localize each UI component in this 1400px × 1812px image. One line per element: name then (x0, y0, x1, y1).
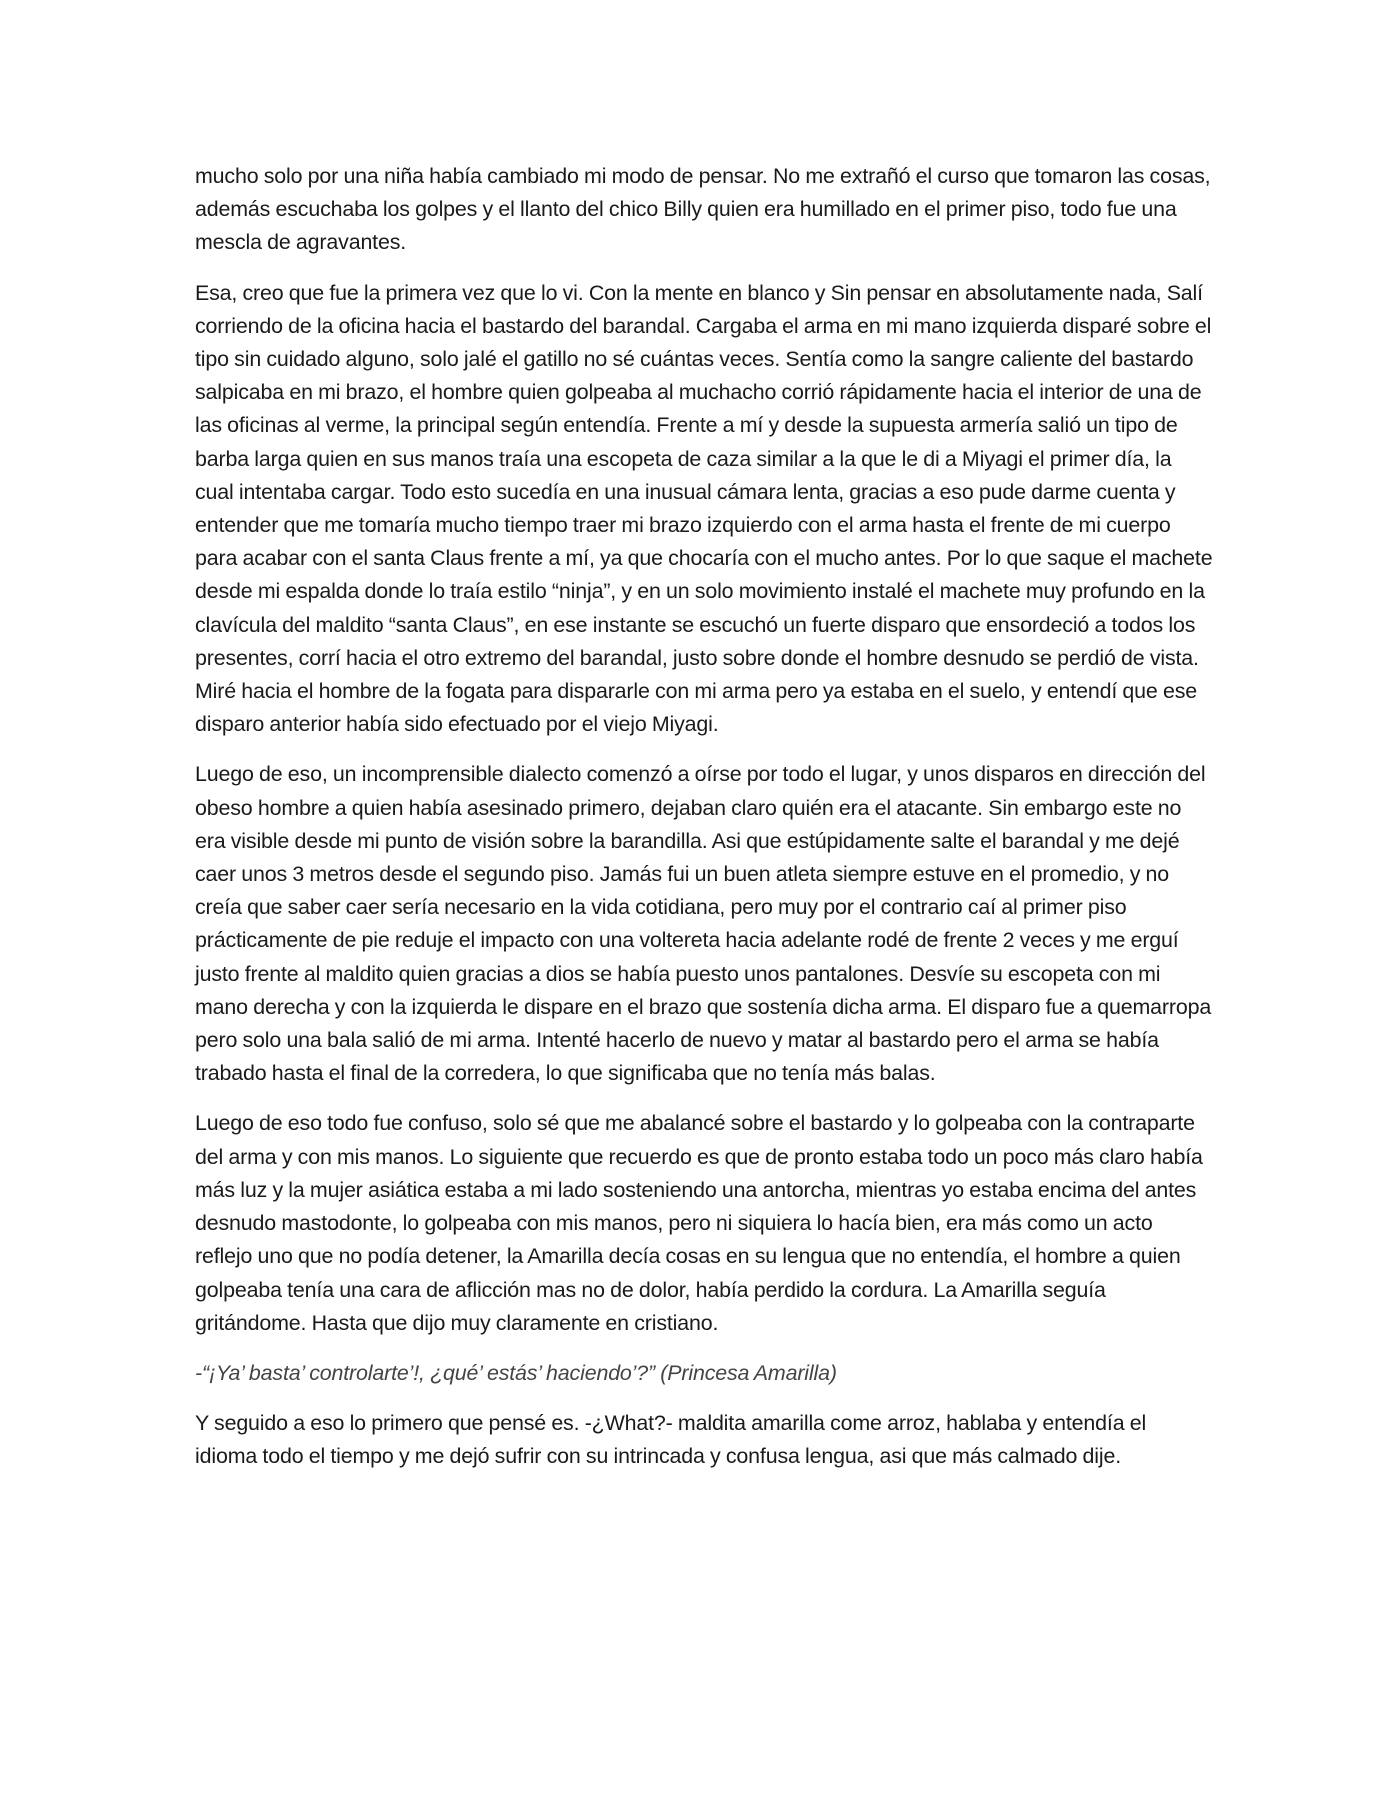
document-body (195, 160, 1213, 1491)
paragraph-6: Y seguido a eso lo primero que pensé es. -¿What?- maldita amarilla come arroz, hablaba y entendía el idioma todo el tiempo y me dejó sufrir con su intrincada y confusa lengua, asi que más calmado dije. (195, 1411, 1147, 1469)
paragraph-2: Esa, creo que fue la primera vez que lo vi. Con la mente en blanco y Sin pensar en absolutamente nada, Salí corriendo de la oficina hacia el bastardo del barandal. Cargaba el arma en mi mano izquierda disparé sobre el tipo sin cuidado alguno, solo jalé el gatillo no sé cuántas veces. Sentía como la sangre caliente del bastardo salpicaba en mi brazo, el hombre quien golpeaba al muchacho corrió rápidamente hacia el interior de una de las oficinas al verme, la principal según entendía. Frente a mí y desde la supuesta armería salió un tipo de barba larga quien en sus manos traía una escopeta de caza similar a la que le di a Miyagi el primer día, la cual intentaba cargar. Todo esto sucedía en una inusual cámara lenta, gracias a eso pude darme cuenta y entender que me tomaría mucho tiempo traer mi brazo izquierdo con el arma hasta el frente de mi cuerpo para acabar con el santa Claus frente a mí, ya que chocaría con el mucho antes. Por lo que saque el machete desde mi espalda donde lo traía estilo “ninja”, y en un solo movimiento instalé el machete muy profundo en la clavícula del maldito “santa Claus”, en ese instante se escuchó un fuerte disparo que ensordeció a todos los presentes, corrí hacia el otro extremo del barandal, justo sobre donde el hombre desnudo se perdió de vista. Miré hacia el hombre de la fogata para dispararle con mi arma pero ya estaba en el suelo, y entendí que ese disparo anterior había sido efectuado por el viejo Miyagi. (195, 280, 1213, 737)
paragraph-4: Luego de eso todo fue confuso, solo sé que me abalancé sobre el bastardo y lo golpeaba con la contraparte del arma y con mis manos. Lo siguiente que recuerdo es que de pronto estaba todo un poco más claro había más luz y la mujer asiática estaba a mi lado sosteniendo una antorcha, mientras yo estaba encima del antes desnudo mastodonte, lo golpeaba con mis manos, pero ni siquiera lo hacía bien, era más como un acto reflejo uno que no podía detener, la Amarilla decía cosas en su lengua que no entendía, el hombre a quien golpeaba tenía una cara de aflicción mas no de dolor, había perdido la cordura. La Amarilla seguía gritándome. Hasta que dijo muy claramente en cristiano. (195, 1111, 1203, 1335)
paragraph-1: mucho solo por una niña había cambiado mi modo de pensar. No me extrañó el curso que tomaron las cosas, además escuchaba los golpes y el llanto del chico Billy quien era humillado en el primer piso, todo fue una mescla de agravantes. (195, 164, 1211, 255)
paragraph-3: Luego de eso, un incomprensible dialecto comenzó a oírse por todo el lugar, y unos disparos en dirección del obeso hombre a quien había asesinado primero, dejaban claro quién era el atacante. Sin embargo este no era visible desde mi punto de visión sobre la barandilla. Asi que estúpidamente salte el barandal y me dejé caer unos 3 metros desde el segundo piso. Jamás fui un buen atleta siempre estuve en el promedio, y no creía que saber caer sería necesario en la vida cotidiana, pero muy por el contrario caí al primer piso prácticamente de pie reduje el impacto con una voltereta hacia adelante rodé de frente 2 veces y me erguí justo frente al maldito quien gracias a dios se había puesto unos pantalones. Desvíe su escopeta con mi mano derecha y con la izquierda le dispare en el brazo que sostenía dicha arma. El disparo fue a quemarropa pero solo una bala salió de mi arma. Intenté hacerlo de nuevo y matar al bastardo pero el arma se había trabado hasta el final de la corredera, lo que significaba que no tenía más balas. (195, 762, 1212, 1086)
dialogue-line: -“¡Ya’ basta’ controlarte’!, ¿qué’ estás’ haciendo’?” (Princesa Amarilla) (195, 1360, 837, 1385)
